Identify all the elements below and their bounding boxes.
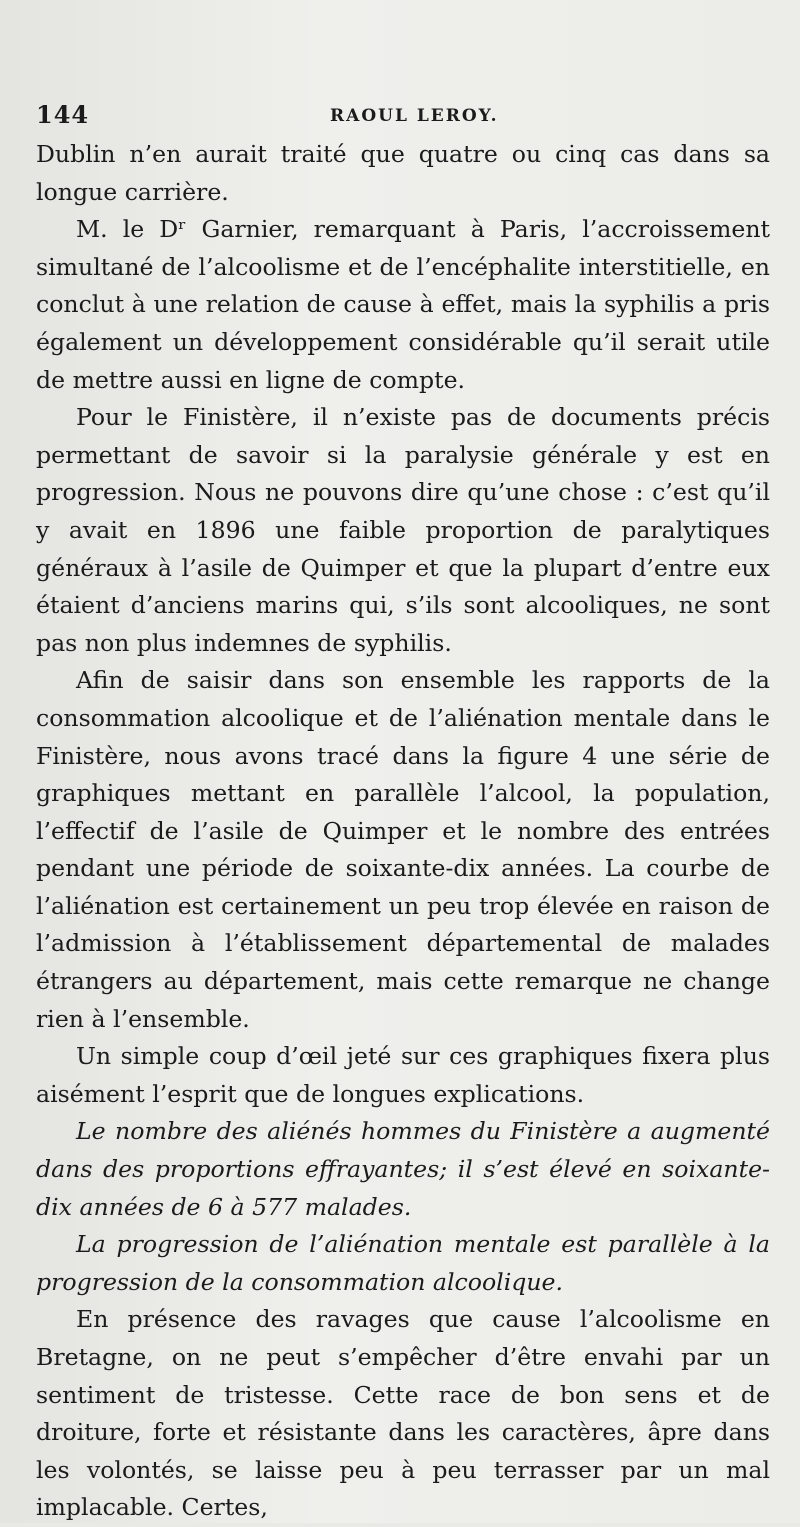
conclusion-aliénés: Le nombre des aliénés hommes du Finistère a augmenté dans des proportions effrayantes; il s’est élevé en soixante-dix années de 6 à 577 malades. xyxy=(36,1117,770,1221)
paragraph-graphiques: Afin de saisir dans son ensemble les rapports de la consommation alcoolique et de l’aliénation mentale dans le Finistère, nous avons tracé dans la figure 4 une série de graphiques mettant en parallèle l’alcool, la population, l’effectif de l’asile de Quimper et le nombre des entrées pendant une période de soixante-dix années. La courbe de l’aliénation est certainement un peu trop élevée en raison de l’admission à l’établissement départemental de malades étrangers au département, mais cette remarque ne change rien à l’ensemble. xyxy=(36,666,770,1033)
paragraph-continuation: Dublin n’en aurait traité que quatre ou cinq cas dans sa longue carrière. xyxy=(36,140,770,206)
paragraph-finistere: Pour le Finistère, il n’existe pas de documents précis permettant de savoir si la paralysie générale y est en progression. Nous ne pouvons dire qu’une chose : c’est qu’il y avait en 1896 une faible proportion de paralytiques généraux à l’asile de Quimper et que la plupart d’entre eux étaient d’anciens marins qui, s’ils sont alcooliques, ne sont pas non plus indemnes de syphilis. xyxy=(36,403,770,657)
paragraph-bretagne: En présence des ravages que cause l’alcoolisme en Bretagne, on ne peut s’empêcher d’être envahi par un sentiment de tristesse. Cette race de bon sens et de droiture, forte et résistante dans les caractères, âpre dans les volontés, se laisse peu à peu terrasser par un mal implacable. Certes, xyxy=(36,1305,770,1522)
body-text xyxy=(36,136,770,1527)
running-head: RAOUL LEROY. xyxy=(330,106,499,126)
conclusion-progression: La progression de l’aliénation mentale est parallèle à la progression de la consommation alcoolique. xyxy=(36,1230,770,1296)
paragraph-coup-doeil: Un simple coup d’œil jeté sur ces graphiques fixera plus aisément l’esprit que de longues explications. xyxy=(36,1042,770,1108)
page-number: 144 xyxy=(36,100,90,129)
page-header xyxy=(36,92,770,136)
paragraph-garnier: M. le Dʳ Garnier, remarquant à Paris, l’accroissement simultané de l’alcoolisme et de l’encéphalite interstitielle, en conclut à une relation de cause à effet, mais la syphilis a pris également un développement considérable qu’il serait utile de mettre aussi en ligne de compte. xyxy=(36,215,770,394)
